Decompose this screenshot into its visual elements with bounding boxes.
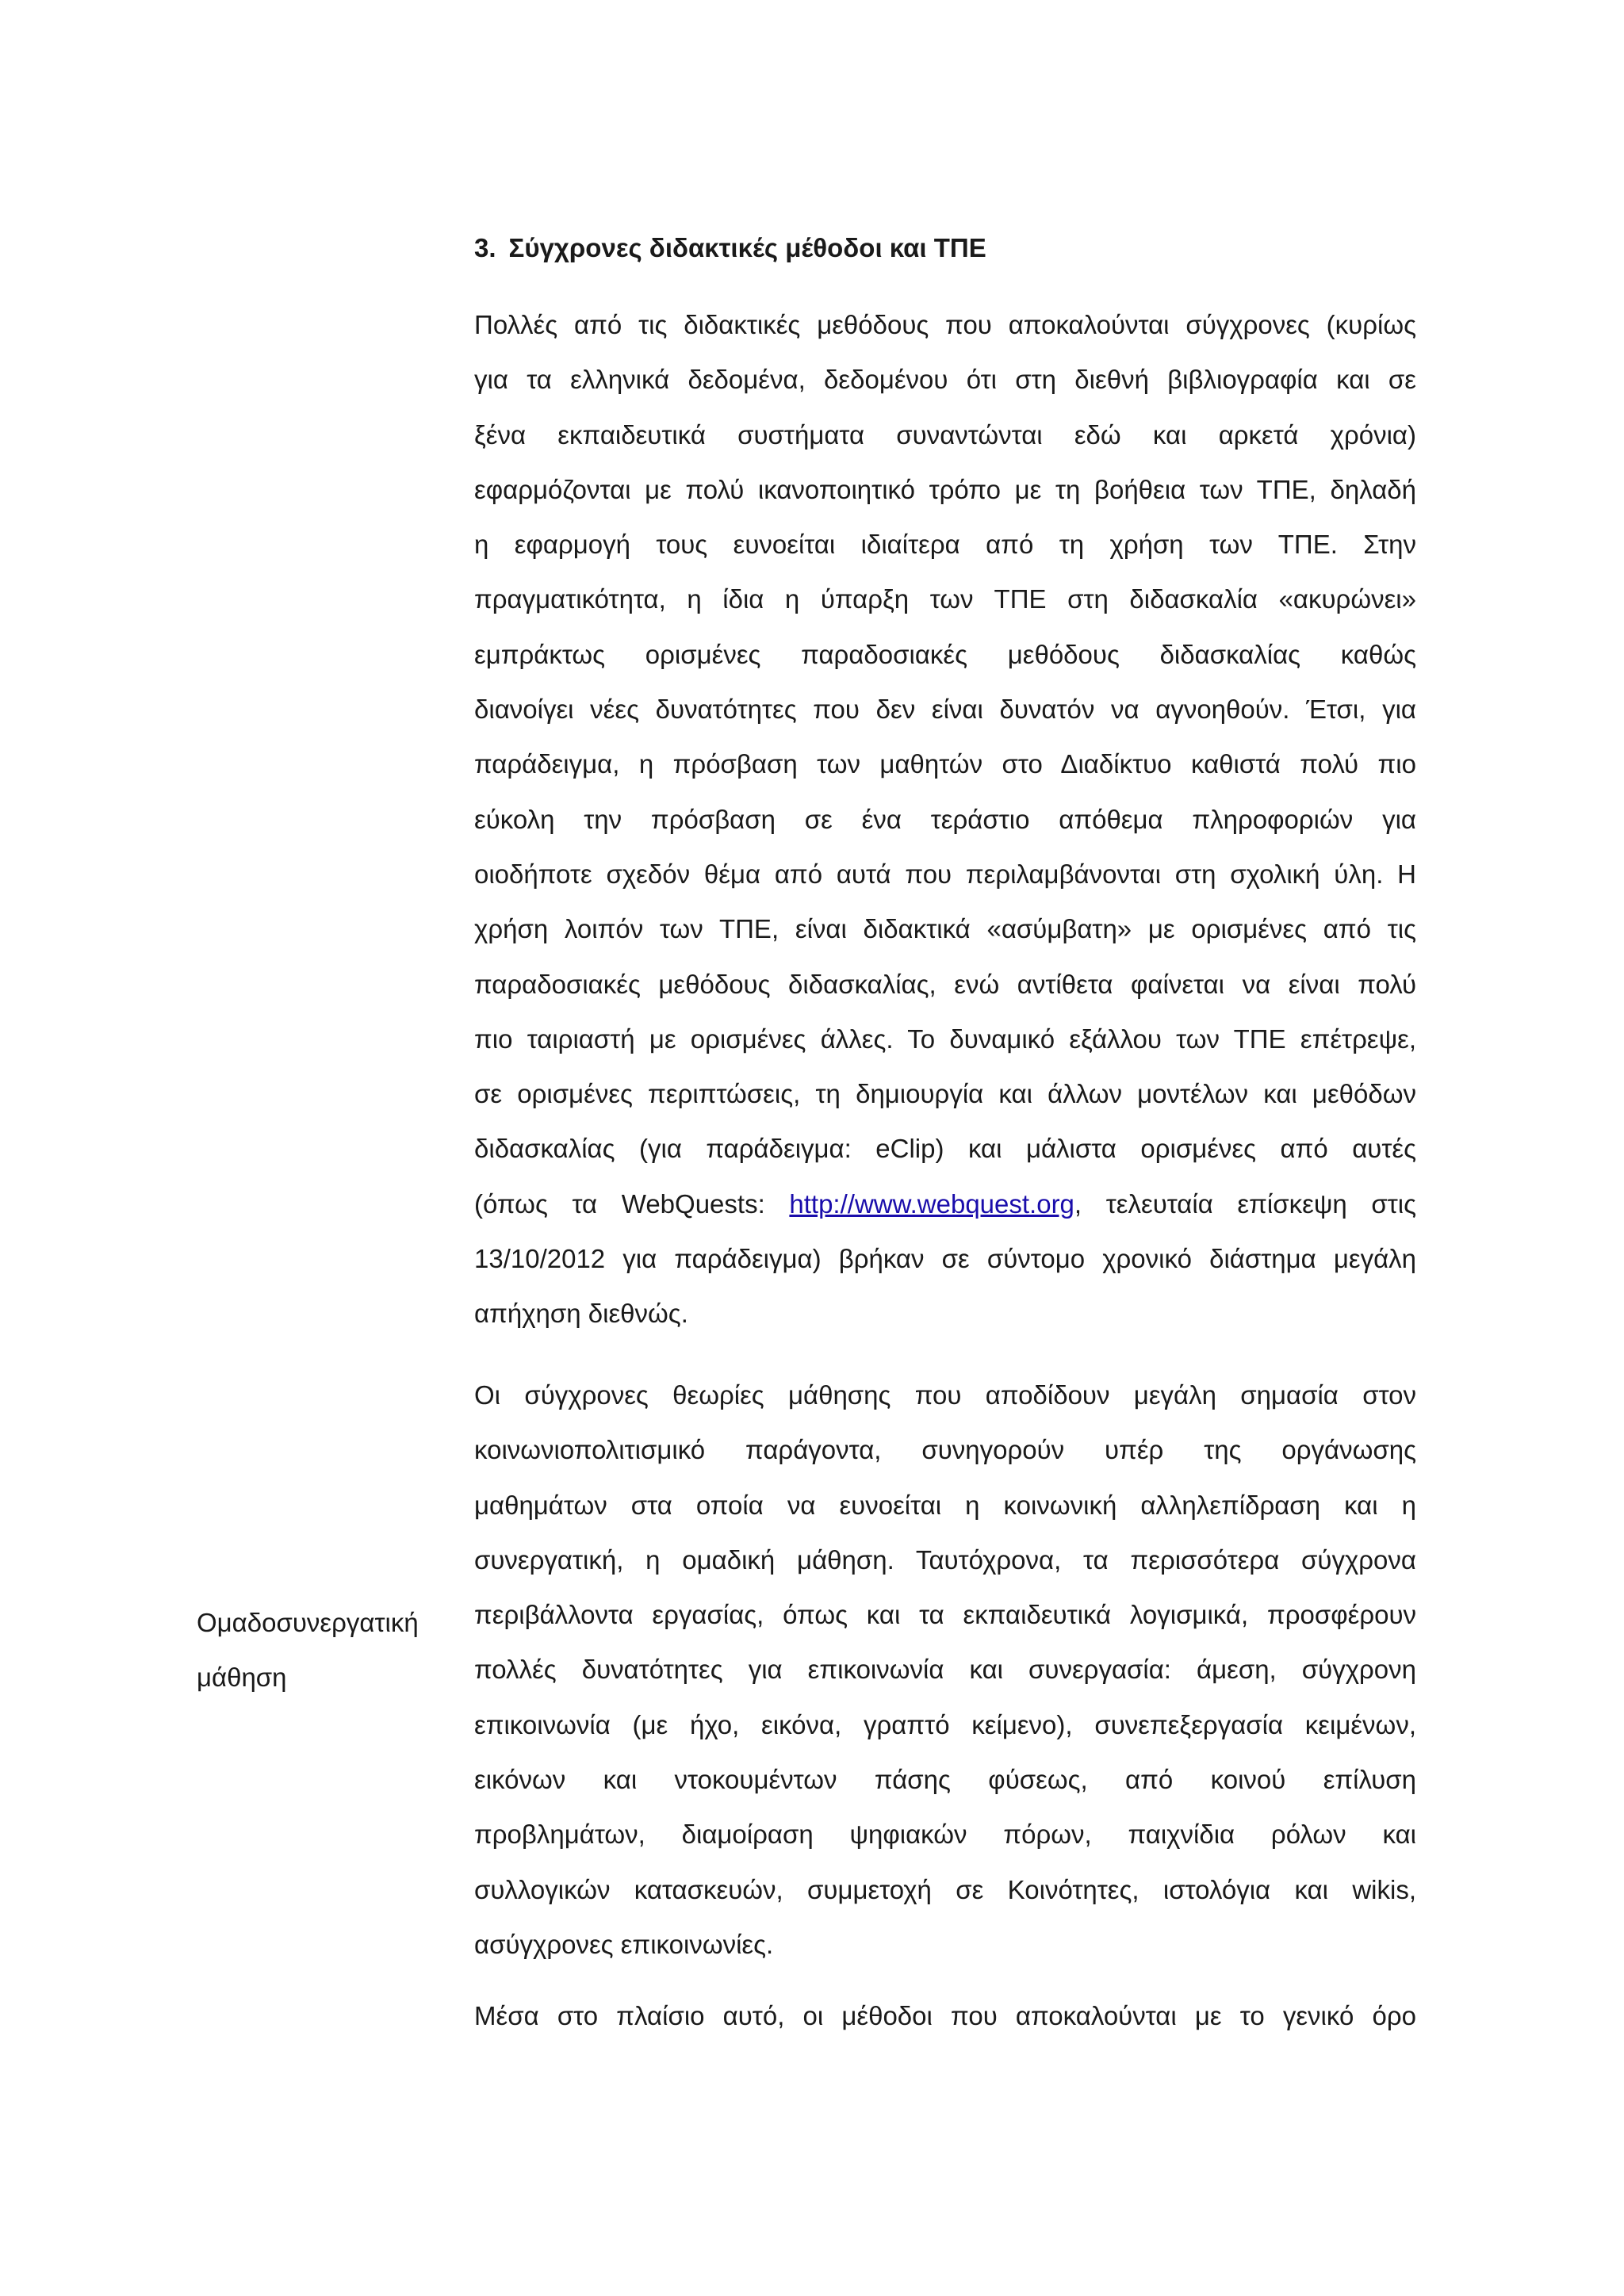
paragraph-line: εμπράκτως ορισμένες παραδοσιακές μεθόδους διδασκαλίας καθώς xyxy=(474,639,1416,669)
margin-note-line: μάθηση xyxy=(197,1663,287,1692)
margin-note-line: Ομαδοσυνεργατική xyxy=(197,1608,419,1637)
paragraph-line: Πολλές από τις διδακτικές μεθόδους που αποκαλούνται σύγχρονες (κυρίως xyxy=(474,310,1416,339)
paragraph-line: συνεργατική, η ομαδική μάθηση. Ταυτόχρονα, τα περισσότερα σύγχρονα xyxy=(474,1544,1416,1575)
paragraph-line: κοινωνιοπολιτισμικό παράγοντα, συνηγορούν υπέρ της οργάνωσης xyxy=(474,1435,1416,1465)
paragraph-line: απήχηση διεθνώς. xyxy=(474,1299,688,1329)
paragraph-line: παραδοσιακές μεθόδους διδασκαλίας, ενώ αντίθετα φαίνεται να είναι πολύ xyxy=(474,969,1416,999)
paragraph-line: για τα ελληνικά δεδομένα, δεδομένου ότι στη διεθνή βιβλιογραφία και σε xyxy=(474,365,1416,395)
paragraph-3 xyxy=(474,1988,1416,2043)
paragraph-line: εύκολη την πρόσβαση σε ένα τεράστιο απόθεμα πληροφοριών για xyxy=(474,804,1416,834)
paragraph-line: διδασκαλίας (για παράδειγμα: eClip) και μάλιστα ορισμένες από αυτές xyxy=(474,1134,1416,1164)
paragraph-line: παράδειγμα, η πρόσβαση των μαθητών στο Διαδίκτυο καθιστά πολύ πιο xyxy=(474,749,1416,779)
paragraph-line: πιο ταιριαστή με ορισμένες άλλες. Το δυναμικό εξάλλου των ΤΠΕ επέτρεψε, xyxy=(474,1024,1416,1054)
paragraph-line: Οι σύγχρονες θεωρίες μάθησης που αποδίδουν μεγάλη σημασία στον xyxy=(474,1380,1416,1410)
paragraph-line: 13/10/2012 για παράδειγμα) βρήκαν σε σύντομο χρονικό διάστημα μεγάλη xyxy=(474,1244,1416,1274)
webquest-link[interactable]: http://www.webquest.org xyxy=(789,1188,1074,1219)
paragraph-line: επικοινωνία (με ήχο, εικόνα, γραπτό κείμενο), συνεπεξεργασία κειμένων, xyxy=(474,1709,1416,1739)
paragraph-line: χρήση λοιπόν των ΤΠΕ, είναι διδακτικά «ασύμβατη» με ορισμένες από τις xyxy=(474,914,1416,944)
paragraph-line: διανοίγει νέες δυνατότητες που δεν είναι δυνατόν να αγνοηθούν. Έτσι, για xyxy=(474,695,1416,725)
paragraph-line: η εφαρμογή τους ευνοείται ιδιαίτερα από τη χρήση των ΤΠΕ. Στην xyxy=(474,530,1416,560)
paragraph-line: ασύγχρονες επικοινωνίες. xyxy=(474,1929,774,1959)
paragraph-line: Μέσα στο πλαίσιο αυτό, οι μέθοδοι που αποκαλούνται με το γενικό όρο xyxy=(474,2001,1416,2030)
paragraph-line: ξένα εκπαιδευτικά συστήματα συναντώνται εδώ και αρκετά χρόνια) xyxy=(474,419,1416,450)
paragraph-line: εικόνων και ντοκουμέντων πάσης φύσεως, από κοινού επίλυση xyxy=(474,1765,1416,1795)
section-title: Σύγχρονες διδακτικές μέθοδοι και ΤΠΕ xyxy=(508,233,986,262)
paragraph-line: μαθημάτων στα οποία να ευνοείται η κοινωνική αλληλεπίδραση και η xyxy=(474,1490,1416,1520)
paragraph-line: οιοδήποτε σχεδόν θέμα από αυτά που περιλαμβάνονται στη σχολική ύλη. Η xyxy=(474,859,1416,889)
link-prefix-text: (όπως τα WebQuests: xyxy=(474,1188,790,1219)
paragraph-line: πολλές δυνατότητες για επικοινωνία και συνεργασία: άμεση, σύγχρονη xyxy=(474,1655,1416,1685)
paragraph-line: προβλημάτων, διαμοίραση ψηφιακών πόρων, παιχνίδια ρόλων και xyxy=(474,1820,1416,1850)
link-suffix-text: , τελευταία επίσκεψη στις xyxy=(1074,1188,1416,1219)
paragraph-1 xyxy=(474,297,1416,1341)
paragraph-line: σε ορισμένες περιπτώσεις, τη δημιουργία και άλλων μοντέλων και μεθόδων xyxy=(474,1079,1416,1109)
section-heading xyxy=(474,228,986,268)
paragraph-line: περιβάλλοντα εργασίας, όπως και τα εκπαιδευτικά λογισμικά, προσφέρουν xyxy=(474,1600,1416,1630)
section-number: 3. xyxy=(474,233,496,262)
paragraph-line: συλλογικών κατασκευών, συμμετοχή σε Κοινότητες, ιστολόγια και wikis, xyxy=(474,1874,1416,1904)
paragraph-line: εφαρμόζονται με πολύ ικανοποιητικό τρόπο με τη βοήθεια των ΤΠΕ, δηλαδή xyxy=(474,474,1416,504)
paragraph-line-with-link xyxy=(474,1177,1416,1231)
paragraph-line: πραγματικότητα, η ίδια η ύπαρξη των ΤΠΕ στη διδασκαλία «ακυρώνει» xyxy=(474,584,1416,614)
margin-note xyxy=(197,1595,458,1705)
paragraph-2 xyxy=(474,1368,1416,1972)
